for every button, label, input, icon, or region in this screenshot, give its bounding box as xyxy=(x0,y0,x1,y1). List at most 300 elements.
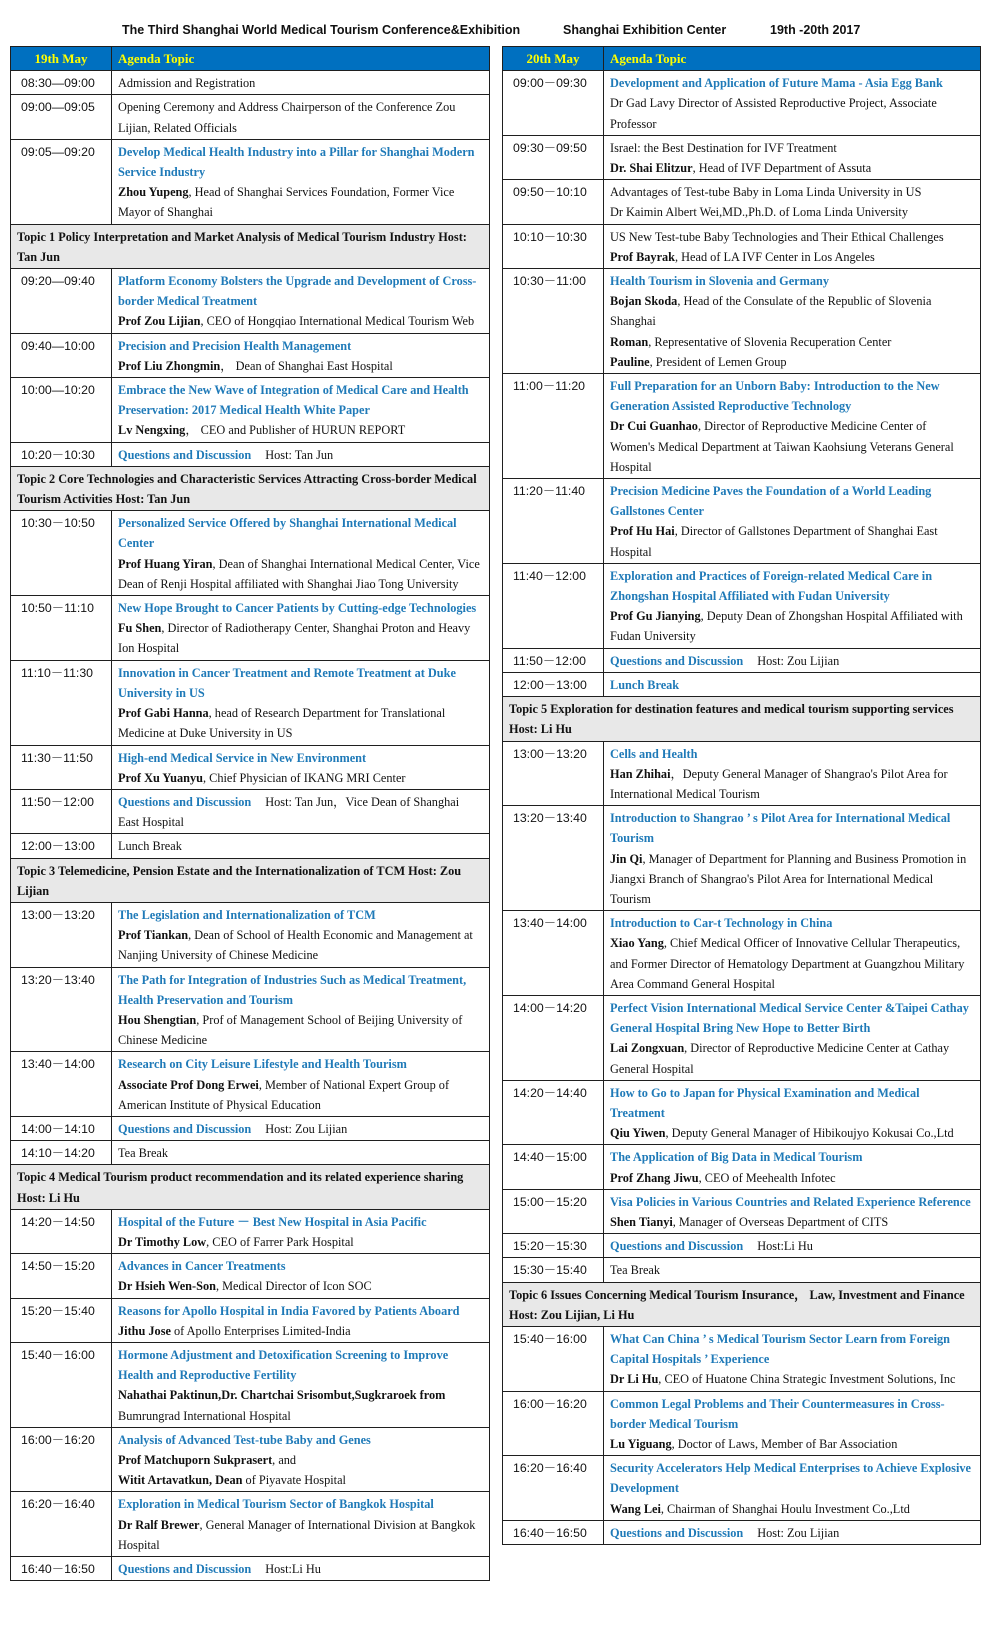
agenda-row xyxy=(11,789,490,833)
session-text: Admission and Registration xyxy=(118,76,256,91)
speaker-line xyxy=(610,158,974,178)
speaker-line xyxy=(610,1168,974,1188)
speaker-line xyxy=(610,521,974,561)
session-details xyxy=(604,1520,981,1544)
session-time: 11:30－11:50 xyxy=(11,745,112,789)
talk-title: Platform Economy Bolsters the Upgrade and Development of Cross-border Medical Treatment xyxy=(118,274,477,309)
topic-section-heading: Topic 1 Policy Interpretation and Market Analysis of Medical Tourism Industry Host: Tan Jun xyxy=(11,224,490,268)
speaker-affiliation: , Representative of Slovenia Recuperation Center xyxy=(648,334,892,349)
session-details xyxy=(604,1258,981,1282)
talk-title: Precision and Precision Health Management xyxy=(118,338,352,353)
qa-session-title: Questions and Discussion xyxy=(118,447,252,462)
page-header xyxy=(0,0,991,46)
speaker-name: Han Zhihai xyxy=(610,766,671,781)
speaker-line xyxy=(610,1434,974,1454)
agenda-row xyxy=(11,1141,490,1165)
agenda-row xyxy=(503,563,981,648)
session-time: 14:20－14:50 xyxy=(11,1209,112,1253)
session-details xyxy=(112,333,490,377)
speaker-name: Prof Huang Yiran xyxy=(118,556,213,571)
session-time: 13:40－14:00 xyxy=(11,1052,112,1117)
agenda-row xyxy=(503,1391,981,1456)
agenda-row xyxy=(11,1298,490,1342)
session-details xyxy=(604,180,981,224)
speaker-name: Prof Zhang Jiwu xyxy=(610,1170,699,1185)
day1-date-header: 19th May xyxy=(11,47,112,71)
speaker-affiliation: , Director of Radiotherapy Center, Shanghai Proton and Heavy Ion Hospital xyxy=(118,621,471,656)
qa-session-title: Questions and Discussion xyxy=(610,1239,744,1254)
speaker-line xyxy=(118,1075,483,1115)
speaker-line xyxy=(118,618,483,658)
session-details xyxy=(112,789,490,833)
talk-title: What Can China ’ s Medical Tourism Sector Learn from Foreign Capital Hospitals ’ Experience xyxy=(610,1331,950,1367)
speaker-name: Prof Bayrak xyxy=(610,249,676,264)
session-details xyxy=(112,596,490,661)
talk-title: Innovation in Cancer Treatment and Remote Treatment at Duke University in US xyxy=(118,665,456,700)
talk-title: Reasons for Apollo Hospital in India Favored by Patients Aboard xyxy=(118,1303,460,1318)
conference-date: 19th -20th 2017 xyxy=(770,23,861,37)
speaker-name: Roman xyxy=(610,334,649,349)
session-time: 09:30－09:50 xyxy=(503,135,604,179)
session-time: 13:20－13:40 xyxy=(503,806,604,911)
session-details xyxy=(112,1116,490,1140)
session-time: 09:20—09:40 xyxy=(11,269,112,334)
speaker-line xyxy=(610,247,974,267)
speaker-name: Pauline xyxy=(610,354,650,369)
session-time: 15:30－15:40 xyxy=(503,1258,604,1282)
session-details xyxy=(604,1326,981,1391)
talk-title: Personalized Service Offered by Shanghai International Medical Center xyxy=(118,516,457,551)
speaker-name: Prof Hu Hai xyxy=(610,524,675,539)
topic-section-row xyxy=(11,1165,490,1209)
talk-title: High-end Medical Service in New Environment xyxy=(118,750,367,765)
day2-date-header: 20th May xyxy=(503,47,604,71)
speaker-affiliation: , Director of Reproductive Medicine Center of Women's Medical Department at Taiwan Kaohsiung Veterans General Hospital xyxy=(610,419,954,474)
session-details xyxy=(604,1145,981,1189)
session-details xyxy=(112,71,490,95)
speaker-affiliation: , Manager of Department for Planning and Business Promotion in Jiangxi Branch of Shangrao's Pilot Area for International Medical Tourism xyxy=(610,851,967,906)
talk-title: Hormone Adjustment and Detoxification Screening to Improve Health and Reproductive Fertility xyxy=(118,1347,449,1383)
talk-title: Health Tourism in Slovenia and Germany xyxy=(610,274,829,289)
talk-title: Research on City Leisure Lifestyle and Health Tourism xyxy=(118,1057,407,1072)
talk-title: New Hope Brought to Cancer Patients by Cutting-edge Technologies xyxy=(118,601,477,616)
speaker-affiliation: , CEO of Hongqiao International Medical Tourism Web xyxy=(200,314,475,329)
speaker-line xyxy=(118,1010,483,1050)
speaker-affiliation: , and xyxy=(272,1453,297,1467)
topic-section-row xyxy=(11,466,490,510)
speaker-name: Nahathai Paktinun,Dr. Chartchai Srisombut,Sugkraroek from xyxy=(118,1388,446,1403)
speaker-line xyxy=(118,768,483,788)
speaker-line xyxy=(610,1038,974,1078)
speaker-affiliation: ， Dean of Shanghai East Hospital xyxy=(220,358,393,373)
day1-topic-header: Agenda Topic xyxy=(112,47,490,71)
session-text: Tea Break xyxy=(118,1146,169,1161)
agenda-row xyxy=(503,1520,981,1544)
session-text: Lunch Break xyxy=(118,839,182,854)
agenda-row xyxy=(11,1254,490,1298)
session-details xyxy=(112,967,490,1052)
speaker-affiliation: , Director of Reproductive Medicine Center at Cathay General Hospital xyxy=(610,1041,950,1076)
session-time: 15:20－15:30 xyxy=(503,1234,604,1258)
session-time: 11:10－11:30 xyxy=(11,660,112,745)
session-time: 13:40－14:00 xyxy=(503,911,604,996)
speaker-name: Prof Xu Yuanyu xyxy=(118,770,203,785)
speaker-line xyxy=(610,1212,974,1232)
talk-title: Exploration and Practices of Foreign-related Medical Care in Zhongshan Hospital Affiliated with Fudan University xyxy=(610,568,933,604)
agenda-row xyxy=(503,1326,981,1391)
speaker-affiliation: , Head of LA IVF Center in Los Angeles xyxy=(675,249,875,264)
session-time: 11:00－11:20 xyxy=(503,374,604,479)
speaker-affiliation: of Apollo Enterprises Limited-India xyxy=(170,1323,351,1338)
speaker-affiliation: , Doctor of Laws, Member of Bar Association xyxy=(671,1437,898,1451)
session-details xyxy=(604,1234,981,1258)
speaker-name: Wang Lei xyxy=(610,1501,661,1516)
session-time: 12:00－13:00 xyxy=(503,672,604,696)
session-details xyxy=(604,806,981,911)
speaker-affiliation: , Director of Gallstones Department of Shanghai East Hospital xyxy=(610,524,938,559)
session-time: 09:50－10:10 xyxy=(503,180,604,224)
talk-title: Introduction to Shangrao ’ s Pilot Area for International Medical Tourism xyxy=(610,811,951,846)
agenda-row xyxy=(503,180,981,224)
session-details xyxy=(112,1052,490,1117)
session-details xyxy=(604,1391,981,1456)
session-time: 08:30—09:00 xyxy=(11,71,112,95)
speaker-name: Lai Zongxuan xyxy=(610,1041,685,1056)
qa-session-title: Questions and Discussion xyxy=(118,1121,252,1136)
speaker-name: Dr Cui Guanhao xyxy=(610,419,698,434)
topic-section-heading: Topic 6 Issues Concerning Medical Tourism Insurance， Law, Investment and Finance Host: Zou Lijian, Li Hu xyxy=(503,1282,981,1326)
session-details xyxy=(112,1298,490,1342)
agenda-row xyxy=(503,269,981,374)
speaker-line xyxy=(118,311,483,331)
speaker-affiliation: Dr Gad Lavy Director of Assisted Reproductive Project, Associate Professor xyxy=(610,96,937,131)
agenda-row xyxy=(11,1209,490,1253)
session-details xyxy=(112,834,490,858)
agenda-row xyxy=(11,139,490,224)
session-host: Host: Zou Lijian xyxy=(757,653,840,668)
speaker-affiliation: , CEO of Meehealth Infotec xyxy=(698,1170,836,1185)
speaker-affiliation: , CEO of Huatone China Strategic Investment Solutions, Inc xyxy=(658,1372,956,1387)
agenda-row xyxy=(11,596,490,661)
topic-section-row xyxy=(11,224,490,268)
session-host: Host: Zou Lijian xyxy=(757,1525,840,1540)
speaker-line xyxy=(610,202,974,222)
speaker-line xyxy=(610,1369,974,1389)
qa-session-title: Questions and Discussion xyxy=(118,1562,252,1577)
day1-header-row xyxy=(11,47,490,71)
speaker-affiliation: , Chairman of Shanghai Houlu Investment Co.,Ltd xyxy=(660,1501,910,1516)
talk-title: Hospital of the Future － Best New Hospital in Asia Pacific xyxy=(118,1214,427,1229)
speaker-affiliation: ， CEO and Publisher of HURUN REPORT xyxy=(185,423,406,438)
agenda-row xyxy=(11,1427,490,1492)
talk-title: Embrace the New Wave of Integration of Medical Care and Health Preservation: 2017 Medical Health White Paper xyxy=(118,383,469,418)
session-time: 11:40－12:00 xyxy=(503,563,604,648)
topic-section-row xyxy=(503,697,981,741)
talk-title: Cells and Health xyxy=(610,746,698,761)
speaker-name: Qiu Yiwen xyxy=(610,1126,666,1141)
speaker-name: Jin Qi xyxy=(610,851,643,866)
speaker-affiliation: , Deputy Dean of Zhongshan Hospital Affiliated with Fudan University xyxy=(610,609,963,644)
agenda-row xyxy=(11,95,490,139)
session-time: 10:20－10:30 xyxy=(11,442,112,466)
day2-header-row xyxy=(503,47,981,71)
speaker-line xyxy=(610,849,974,910)
session-details xyxy=(112,1254,490,1298)
agenda-row xyxy=(11,333,490,377)
session-time: 11:50－12:00 xyxy=(11,789,112,833)
agenda-row xyxy=(503,741,981,806)
speaker-line xyxy=(610,1123,974,1143)
speaker-affiliation: , Head of IVF Department of Assuta xyxy=(692,161,872,176)
topic-section-heading: Topic 3 Telemedicine, Pension Estate and the Internationalization of TCM Host: Zou Lijian xyxy=(11,858,490,902)
speaker-affiliation: , Dean of Shanghai International Medical Center, Vice Dean of Renji Hospital affiliated with Shanghai Jiao Tong University xyxy=(118,556,480,591)
speaker-name: Fu Shen xyxy=(118,621,162,636)
session-time: 10:00—10:20 xyxy=(11,378,112,443)
speaker-line xyxy=(118,1450,483,1470)
speaker-line xyxy=(610,933,974,994)
session-details xyxy=(604,648,981,672)
topic-section-row xyxy=(503,1282,981,1326)
session-time: 15:20－15:40 xyxy=(11,1298,112,1342)
agenda-row xyxy=(503,1234,981,1258)
day1-agenda xyxy=(10,46,490,1581)
session-time: 16:40－16:50 xyxy=(503,1520,604,1544)
speaker-affiliation: of Piyavate Hospital xyxy=(242,1473,346,1488)
speaker-line xyxy=(610,606,974,646)
speaker-name: Dr. Shai Elitzur xyxy=(610,161,693,176)
speaker-line xyxy=(610,332,974,352)
session-host: Host:Li Hu xyxy=(757,1239,813,1254)
session-details xyxy=(604,563,981,648)
speaker-name: Dr Timothy Low xyxy=(118,1234,207,1249)
session-details xyxy=(604,741,981,806)
agenda-row xyxy=(503,911,981,996)
session-time: 11:50－12:00 xyxy=(503,648,604,672)
speaker-name: Prof Liu Zhongmin xyxy=(118,358,221,373)
speaker-affiliation: , head of Research Department for Translational Medicine at Duke University in US xyxy=(118,706,446,741)
agenda-row xyxy=(503,224,981,268)
speaker-name: Prof Matchuporn Sukprasert xyxy=(118,1453,273,1467)
session-details xyxy=(604,269,981,374)
speaker-affiliation: ，Deputy General Manager of Shangrao's Pilot Area for International Medical Tourism xyxy=(610,766,948,801)
speaker-line xyxy=(610,416,974,477)
session-time: 10:50－11:10 xyxy=(11,596,112,661)
session-time: 10:30－11:00 xyxy=(503,269,604,374)
speaker-affiliation: Dr Kaimin Albert Wei,MD.,Ph.D. of Loma Linda University xyxy=(610,205,908,220)
session-time: 11:20－11:40 xyxy=(503,479,604,564)
session-details xyxy=(112,442,490,466)
agenda-row xyxy=(11,1052,490,1117)
session-time: 16:00－16:20 xyxy=(11,1427,112,1492)
talk-title: Advances in Cancer Treatments xyxy=(118,1259,286,1274)
speaker-name: Dr Ralf Brewer xyxy=(118,1517,200,1532)
speaker-affiliation: , Head of the Consulate of the Republic of Slovenia Shanghai xyxy=(610,294,932,329)
session-details xyxy=(604,911,981,996)
agenda-row xyxy=(503,479,981,564)
session-details xyxy=(604,224,981,268)
day1-agenda-table xyxy=(10,46,490,1581)
agenda-row xyxy=(503,648,981,672)
agenda-row xyxy=(503,71,981,136)
talk-title: Analysis of Advanced Test-tube Baby and Genes xyxy=(118,1432,371,1447)
speaker-line xyxy=(118,1232,483,1252)
session-details xyxy=(112,1209,490,1253)
agenda-row xyxy=(503,1189,981,1233)
talk-title: Introduction to Car-t Technology in China xyxy=(610,916,833,931)
talk-title: The Legislation and Internationalization of TCM xyxy=(118,907,376,922)
speaker-affiliation: , Head of Shanghai Services Foundation, Former Vice Mayor of Shanghai xyxy=(118,185,455,220)
speaker-line xyxy=(118,1321,483,1341)
day2-agenda xyxy=(502,46,981,1545)
agenda-row xyxy=(11,71,490,95)
session-time: 15:40－16:00 xyxy=(503,1326,604,1391)
speaker-line xyxy=(118,356,483,376)
speaker-line xyxy=(118,182,483,222)
session-details xyxy=(112,511,490,596)
speaker-name: Witit Artavatkun, Dean xyxy=(118,1473,243,1488)
session-time: 16:20－16:40 xyxy=(503,1456,604,1521)
speaker-name: Prof Gabi Hanna xyxy=(118,706,209,721)
talk-title: Perfect Vision International Medical Service Center &Taipei Cathay General Hospital Bring New Hope to Better Birth xyxy=(610,1000,969,1036)
speaker-line xyxy=(610,291,974,331)
speaker-name: Associate Prof Dong Erwei xyxy=(118,1077,259,1092)
speaker-line xyxy=(118,703,483,743)
session-details xyxy=(604,1080,981,1145)
session-details xyxy=(604,672,981,696)
session-time: 14:00－14:20 xyxy=(503,995,604,1080)
talk-title: The Path for Integration of Industries Such as Medical Treatment, Health Preservation and Tourism xyxy=(118,972,467,1007)
session-details xyxy=(112,139,490,224)
qa-session-title: Questions and Discussion xyxy=(610,653,744,668)
speaker-line xyxy=(610,352,974,372)
session-details xyxy=(112,95,490,139)
session-time: 15:00－15:20 xyxy=(503,1189,604,1233)
session-time: 16:00－16:20 xyxy=(503,1391,604,1456)
speaker-name: Hou Shengtian xyxy=(118,1012,197,1027)
topic-section-heading: Topic 4 Medical Tourism product recommendation and its related experience sharing Host: Li Hu xyxy=(11,1165,490,1209)
session-time: 09:00－09:30 xyxy=(503,71,604,136)
speaker-affiliation: , Chief Medical Officer of Innovative Cellular Therapeutics, and Former Director of Hematology Department at Guangzhou Military Area Command General Hospital xyxy=(610,936,965,991)
day2-agenda-table xyxy=(502,46,981,1545)
speaker-name: Prof Gu Jianying xyxy=(610,609,701,624)
agenda-row xyxy=(11,1557,490,1581)
talk-title: Full Preparation for an Unborn Baby: Introduction to the New Generation Assisted Reproductive Technology xyxy=(610,379,940,414)
session-text: Lunch Break xyxy=(610,677,680,692)
talk-title: How to Go to Japan for Physical Examination and Medical Treatment xyxy=(610,1085,920,1120)
speaker-line xyxy=(118,1470,483,1490)
talk-title: Visa Policies in Various Countries and Related Experience Reference xyxy=(610,1194,971,1209)
speaker-line xyxy=(610,764,974,804)
session-details xyxy=(112,269,490,334)
session-details xyxy=(112,745,490,789)
speaker-name: Prof Zou Lijian xyxy=(118,314,201,329)
speaker-affiliation: , Chief Physician of IKANG MRI Center xyxy=(202,770,406,785)
session-details xyxy=(112,902,490,967)
speaker-affiliation: , Deputy General Manager of Hibikoujyo Kokusai Co.,Ltd xyxy=(665,1126,954,1141)
speaker-line xyxy=(118,1385,483,1425)
agenda-row xyxy=(503,135,981,179)
session-time: 10:30－10:50 xyxy=(11,511,112,596)
session-details xyxy=(604,1456,981,1521)
session-text: Tea Break xyxy=(610,1263,661,1278)
talk-title: Develop Medical Health Industry into a Pillar for Shanghai Modern Service Industry xyxy=(118,144,475,180)
session-details xyxy=(112,1427,490,1492)
speaker-affiliation: , Prof of Management School of Beijing University of Chinese Medicine xyxy=(118,1012,463,1048)
agenda-row xyxy=(503,1080,981,1145)
agenda-row xyxy=(11,1116,490,1140)
agenda-row xyxy=(503,806,981,911)
session-time: 16:20－16:40 xyxy=(11,1492,112,1557)
agenda-row xyxy=(11,902,490,967)
topic-section-heading: Topic 5 Exploration for destination features and medical tourism supporting services Host: Li Hu xyxy=(503,697,981,741)
talk-title: Development and Application of Future Mama - Asia Egg Bank xyxy=(610,76,943,91)
speaker-name: Zhou Yupeng xyxy=(118,185,189,200)
session-details xyxy=(112,1342,490,1427)
session-time: 12:00－13:00 xyxy=(11,834,112,858)
talk-title: Exploration in Medical Tourism Sector of Bangkok Hospital xyxy=(118,1497,434,1512)
speaker-line xyxy=(118,1515,483,1555)
agenda-row xyxy=(503,1456,981,1521)
session-time: 14:20－14:40 xyxy=(503,1080,604,1145)
talk-title: Security Accelerators Help Medical Enterprises to Achieve Explosive Development xyxy=(610,1461,971,1496)
agenda-row xyxy=(11,269,490,334)
speaker-line xyxy=(118,925,483,965)
session-details xyxy=(604,1189,981,1233)
agenda-row xyxy=(11,745,490,789)
speaker-name: Jithu Jose xyxy=(118,1323,171,1338)
agenda-row xyxy=(11,378,490,443)
session-host: Host:Li Hu xyxy=(265,1562,321,1577)
speaker-name: Lv Nengxing xyxy=(118,423,186,438)
talk-title: US New Test-tube Baby Technologies and Their Ethical Challenges xyxy=(610,229,944,244)
speaker-affiliation: , General Manager of International Division at Bangkok Hospital xyxy=(118,1517,476,1552)
session-time: 13:00－13:20 xyxy=(11,902,112,967)
speaker-affiliation: , CEO of Farrer Park Hospital xyxy=(206,1234,354,1249)
session-details xyxy=(604,995,981,1080)
speaker-line xyxy=(118,554,483,594)
day2-topic-header: Agenda Topic xyxy=(604,47,981,71)
session-time: 14:50－15:20 xyxy=(11,1254,112,1298)
speaker-line xyxy=(118,420,483,440)
agenda-row xyxy=(503,374,981,479)
agenda-row xyxy=(11,967,490,1052)
session-host: Host: Zou Lijian xyxy=(265,1121,348,1136)
agenda-row xyxy=(503,1258,981,1282)
qa-session-title: Questions and Discussion xyxy=(610,1525,744,1540)
session-host: Host: Tan Jun，Vice Dean of Shanghai East Hospital xyxy=(118,794,460,830)
session-time: 14:10－14:20 xyxy=(11,1141,112,1165)
speaker-affiliation: , Medical Director of Icon SOC xyxy=(215,1279,372,1294)
session-details xyxy=(112,1141,490,1165)
session-details xyxy=(604,71,981,136)
speaker-affiliation: , Manager of Overseas Department of CITS xyxy=(672,1214,889,1229)
session-text: Opening Ceremony and Address Chairperson of the Conference Zou Lijian, Related Officials xyxy=(118,100,456,135)
speaker-line xyxy=(118,1276,483,1296)
speaker-line xyxy=(610,1499,974,1519)
session-time: 16:40－16:50 xyxy=(11,1557,112,1581)
topic-section-heading: Topic 2 Core Technologies and Characteristic Services Attracting Cross-border Medical Tourism Activities Host: Tan Jun xyxy=(11,466,490,510)
speaker-name: Dr Li Hu xyxy=(610,1372,659,1387)
qa-session-title: Questions and Discussion xyxy=(118,794,252,809)
talk-title: Advantages of Test-tube Baby in Loma Linda University in US xyxy=(610,185,922,200)
agenda-row xyxy=(503,1145,981,1189)
agenda-row xyxy=(11,442,490,466)
session-details xyxy=(604,479,981,564)
speaker-name: Lu Yiguang xyxy=(610,1437,672,1451)
session-details xyxy=(604,374,981,479)
agenda-row xyxy=(503,995,981,1080)
speaker-name: Dr Hsieh Wen-Son xyxy=(118,1279,216,1294)
